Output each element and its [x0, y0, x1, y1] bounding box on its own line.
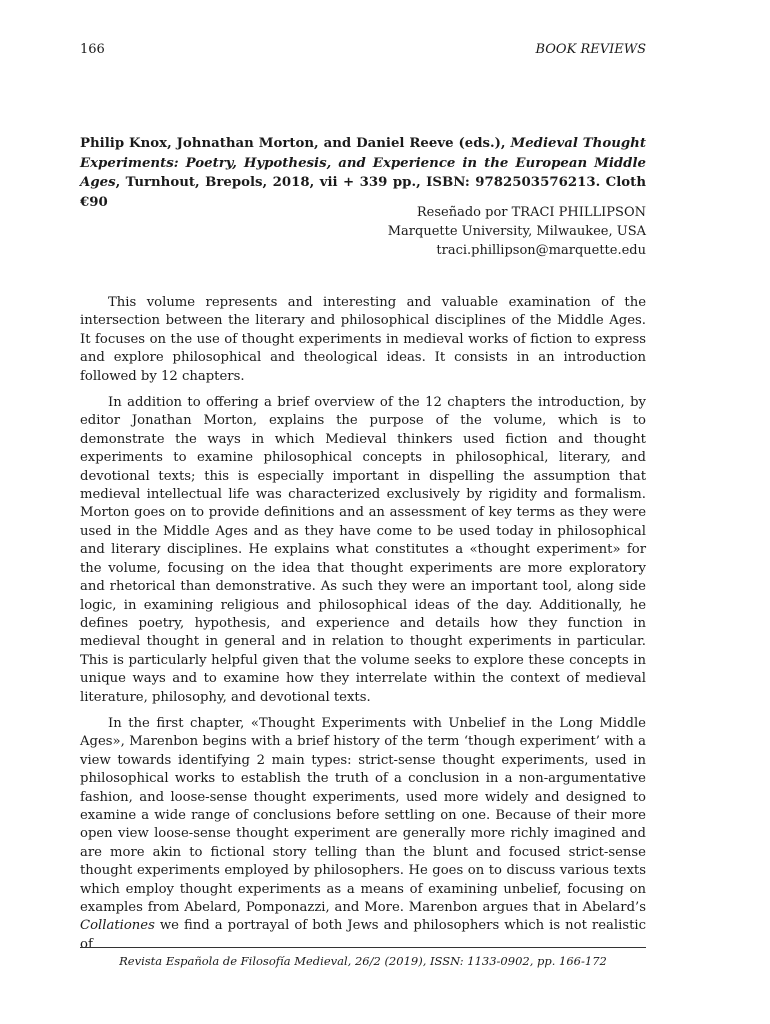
reviewer-affiliation: Marquette University, Milwaukee, USA: [387, 224, 646, 239]
paragraph-3: [80, 715, 646, 954]
reviewer-name: Reseñado por TRACI PHILLIPSON: [416, 205, 646, 220]
paragraph-3-end: we find a portrayal of both Jews and philosophers which is not realistic of: [80, 918, 646, 952]
running-head: BOOK REVIEWS: [535, 42, 646, 57]
reviewer-email: traci.phillipson@marquette.edu: [436, 243, 646, 258]
paragraph-2: In addition to offering a brief overview of the 12 chapters the introduction, by editor Jonathan Morton, explains the purpose of the volume, which is to demonstrate the ways in which Medieval thinkers used fiction and thought experiments to examine philosophical concepts in philosophical, literary, and devotional texts; this is especially important in dispelling the assumption that medieval intellectual life was characterized exclusively by rigidity and formalism. Morton goes on to provide definitions and an assessment of key terms as they were used in the Middle Ages and as they have come to be used today in philosophical and literary disciplines. He explains what constitutes a «thought experiment» for the volume, focusing on the idea that thought experiments are more exploratory and rhetorical than demonstrative. As such they were an important tool, along side logic, in examining religious and philosophical ideas of the day. Additionally, he defines poetry, hypothesis, and experience and details how they function in medieval thought in general and in relation to thought experiments in particular. This is particularly helpful given that the volume seeks to explore these concepts in unique ways and to examine how they interrelate within the context of medieval literature, philosophy, and devotional texts.: [80, 395, 646, 705]
book-citation: [80, 134, 646, 212]
reviewer-info: [388, 203, 646, 260]
citation-details: , Turnhout, Brepols, 2018, vii + 339 pp., ISBN: 9782503576213. Cloth €90: [80, 175, 646, 210]
page-number: 166: [80, 42, 105, 57]
journal-footer: Revista Española de Filosofía Medieval, 26/2 (2019), ISSN: 1133-0902, pp. 166-172: [119, 954, 607, 968]
citation-editors: Philip Knox, Johnathan Morton, and Daniel Reeve (eds.),: [80, 136, 511, 151]
paragraph-1: This volume represents and interesting and valuable examination of the intersection between the literary and philosophical disciplines of the Middle Ages. It focuses on the use of thought experiments in medieval works of fiction to express and explore philosophical and theological ideas. It consists in an introduction followed by 12 chapters.: [80, 295, 646, 384]
page-header: [80, 42, 646, 62]
review-body: [80, 294, 646, 962]
paragraph-3-start: In the first chapter, «Thought Experiments with Unbelief in the Long Middle Ages», Marenbon begins with a brief history of the term ‘though experiment’ with a view towards identifying 2 main types: strict-sense thought experiments, used in philosophical works to establish the truth of a conclusion in a non-argumentative fashion, and loose-sense thought experiments, used more widely and designed to examine a wide range of conclusions before settling on one. Because of their more open view loose-sense thought experiment are generally more richly imagined and are more akin to fictional story telling than the blunt and focused strict-sense thought experiments employed by philosophers. He goes on to discuss various texts which employ thought experiments as a means of examining unbelief, focusing on examples from Abelard, Pomponazzi, and More. Marenbon argues that in Abelard’s: [80, 715, 646, 915]
footer-rule: [80, 947, 646, 948]
collationes-title: Collationes: [80, 918, 155, 934]
citation-title: Medieval Thought Experiments: Poetry, Hypothesis, and Experience in the European Middle Ages: [80, 136, 646, 190]
